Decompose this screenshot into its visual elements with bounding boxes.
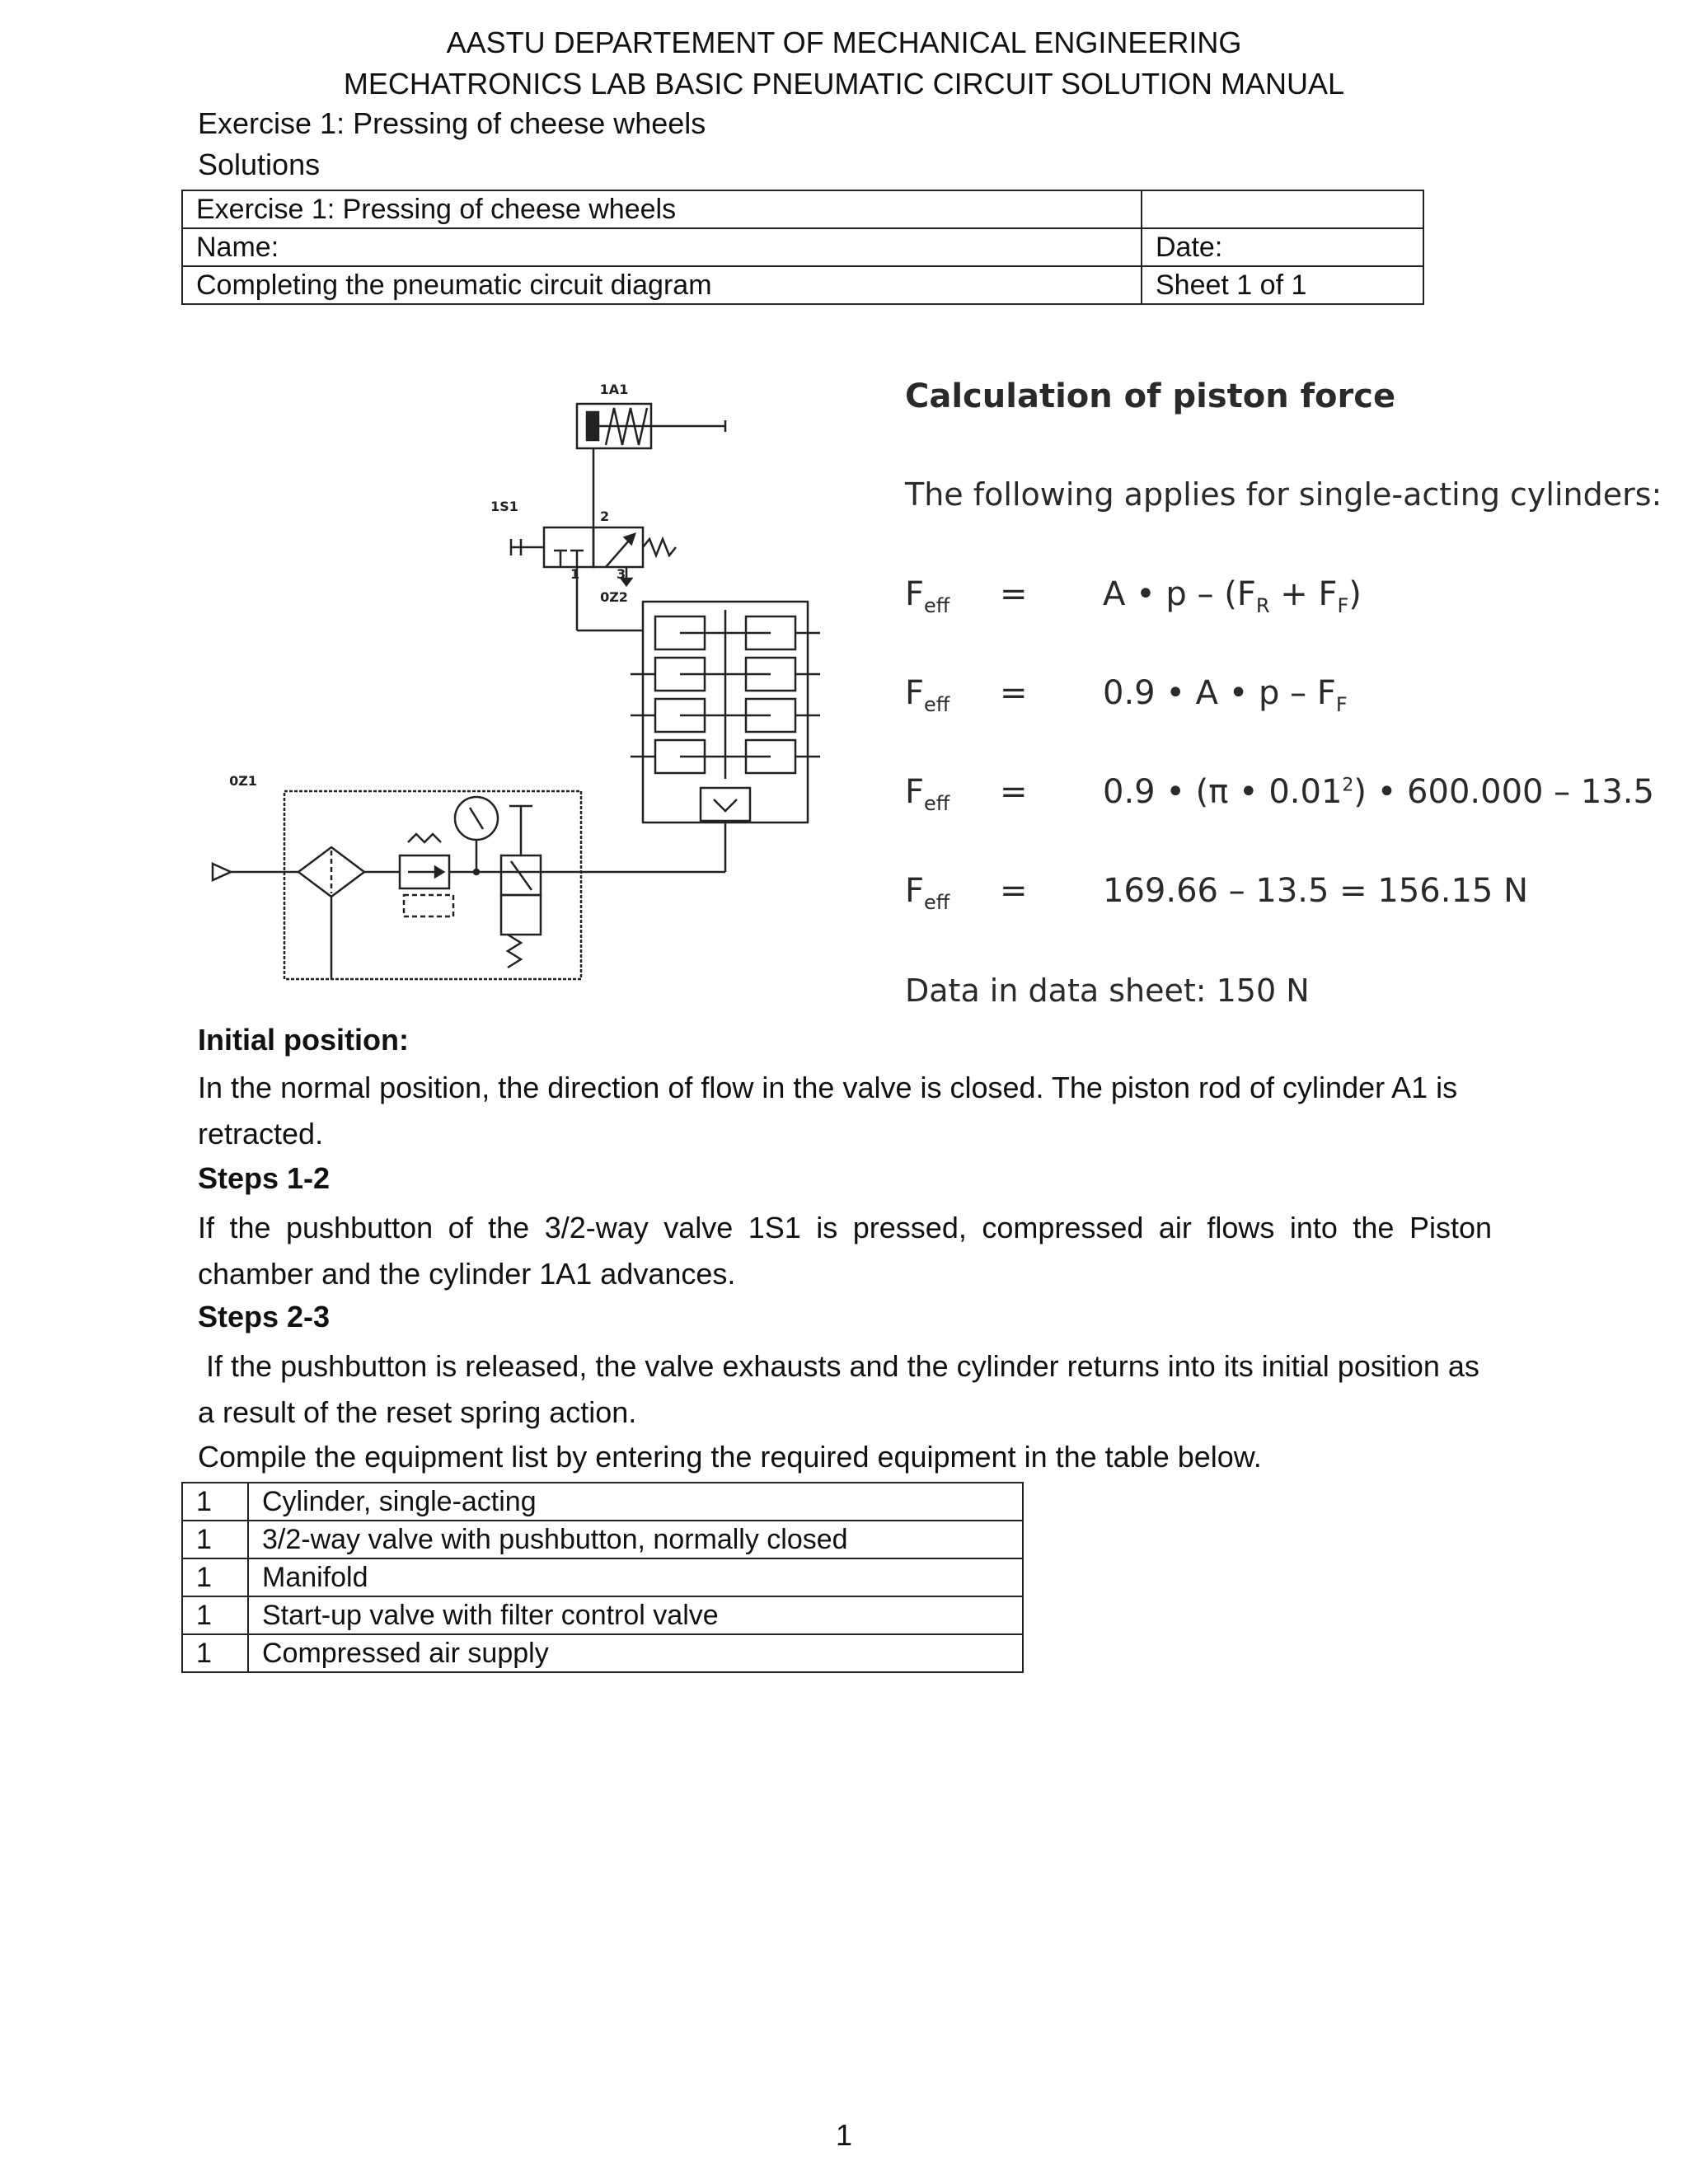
title-block [181,190,1424,305]
steps-1-2-heading: Steps 1-2 [198,1161,331,1195]
label-1a1: 1A1 [599,382,629,397]
table-row [182,1634,1023,1672]
calc-row-4-expr: 169.66 – 13.5 = 156.15 N [1103,872,1528,910]
title-block-sheet: Sheet 1 of 1 [1142,266,1423,304]
equipment-qty: 1 [182,1483,248,1521]
calc-intro: The following applies for single-acting cylinders: [905,476,1662,513]
label-port-3: 3 [617,566,626,582]
solutions-label: Solutions [198,148,321,181]
service-unit-0z1 [213,791,581,979]
label-port-2: 2 [600,509,610,524]
calc-row-1-lhs: $F_{eff}$ [905,575,950,617]
initial-position-heading: Initial position: [198,1023,409,1057]
manifold-0z2 [631,602,820,823]
pneumatic-circuit-diagram [198,363,841,997]
equipment-qty: 1 [182,1521,248,1558]
title-block-empty [1142,190,1423,228]
calc-data-sheet: Data in data sheet: 150 N [905,972,1310,1009]
equipment-qty: 1 [182,1596,248,1634]
label-port-1: 1 [570,566,580,582]
valve-1s1 [511,527,676,585]
table-row [182,1483,1023,1521]
table-row [182,1558,1023,1596]
cylinder-1a1 [577,404,725,448]
title-block-task: Completing the pneumatic circuit diagram [182,266,1142,304]
initial-position-text: In the normal position, the direction of flow in the valve is closed. The piston rod of cylinder A1 is retracted. [198,1071,1458,1151]
equipment-item: Manifold [248,1558,1023,1596]
page-number: 1 [835,2118,853,2152]
exercise-title: Exercise 1: Pressing of cheese wheels [198,106,706,140]
steps-1-2-text: If the pushbutton of the 3/2-way valve 1S1 is pressed, compressed air flows into the Piston chamber and the cylinder 1A1 advances. [198,1211,1492,1291]
calc-row-1-expr: A • $p - (F_R + F_F)$ [1103,575,1362,617]
title-block-date: Date: [1142,228,1423,266]
calc-row-3-expr: 0.9 • (π • 0.01$^2$) • 600.000 – 13.5 [1103,773,1654,811]
calc-row-2-expr: 0.9 • A • p – $F_F$ [1103,674,1348,716]
equipment-qty: 1 [182,1634,248,1672]
calc-row-4-lhs: $F_{eff}$ [905,872,950,914]
calc-row-2-eq: = [1000,674,1028,712]
calc-row-3-lhs: $F_{eff}$ [905,773,950,815]
label-1s1: 1S1 [490,499,518,514]
title-block-exercise: Exercise 1: Pressing of cheese wheels [182,190,1142,228]
equipment-intro: Compile the equipment list by entering the required equipment in the table below. [198,1440,1262,1474]
equipment-item: 3/2-way valve with pushbutton, normally closed [248,1521,1023,1558]
title-block-name: Name: [182,228,1142,266]
calc-row-1-eq: = [1000,575,1028,613]
label-0z1: 0Z1 [229,773,257,789]
calc-row-3-eq: = [1000,773,1028,811]
equipment-item: Compressed air supply [248,1634,1023,1672]
equipment-table [181,1482,1024,1673]
equipment-item: Cylinder, single-acting [248,1483,1023,1521]
table-row [182,1596,1023,1634]
equipment-qty: 1 [182,1558,248,1596]
steps-2-3-text: If the pushbutton is released, the valve exhausts and the cylinder returns into its initial position as a result of the reset spring action. [198,1349,1488,1429]
label-0z2: 0Z2 [600,589,628,605]
equipment-item: Start-up valve with filter control valve [248,1596,1023,1634]
table-row [182,1521,1023,1558]
calc-title: Calculation of piston force [905,377,1396,415]
header-line-1: AASTU DEPARTEMENT OF MECHANICAL ENGINEERING [446,26,1242,59]
steps-2-3-heading: Steps 2-3 [198,1300,331,1333]
calc-row-4-eq: = [1000,872,1028,910]
calc-row-2-lhs: $F_{eff}$ [905,674,950,716]
header-line-2: MECHATRONICS LAB BASIC PNEUMATIC CIRCUIT SOLUTION MANUAL [343,67,1345,101]
